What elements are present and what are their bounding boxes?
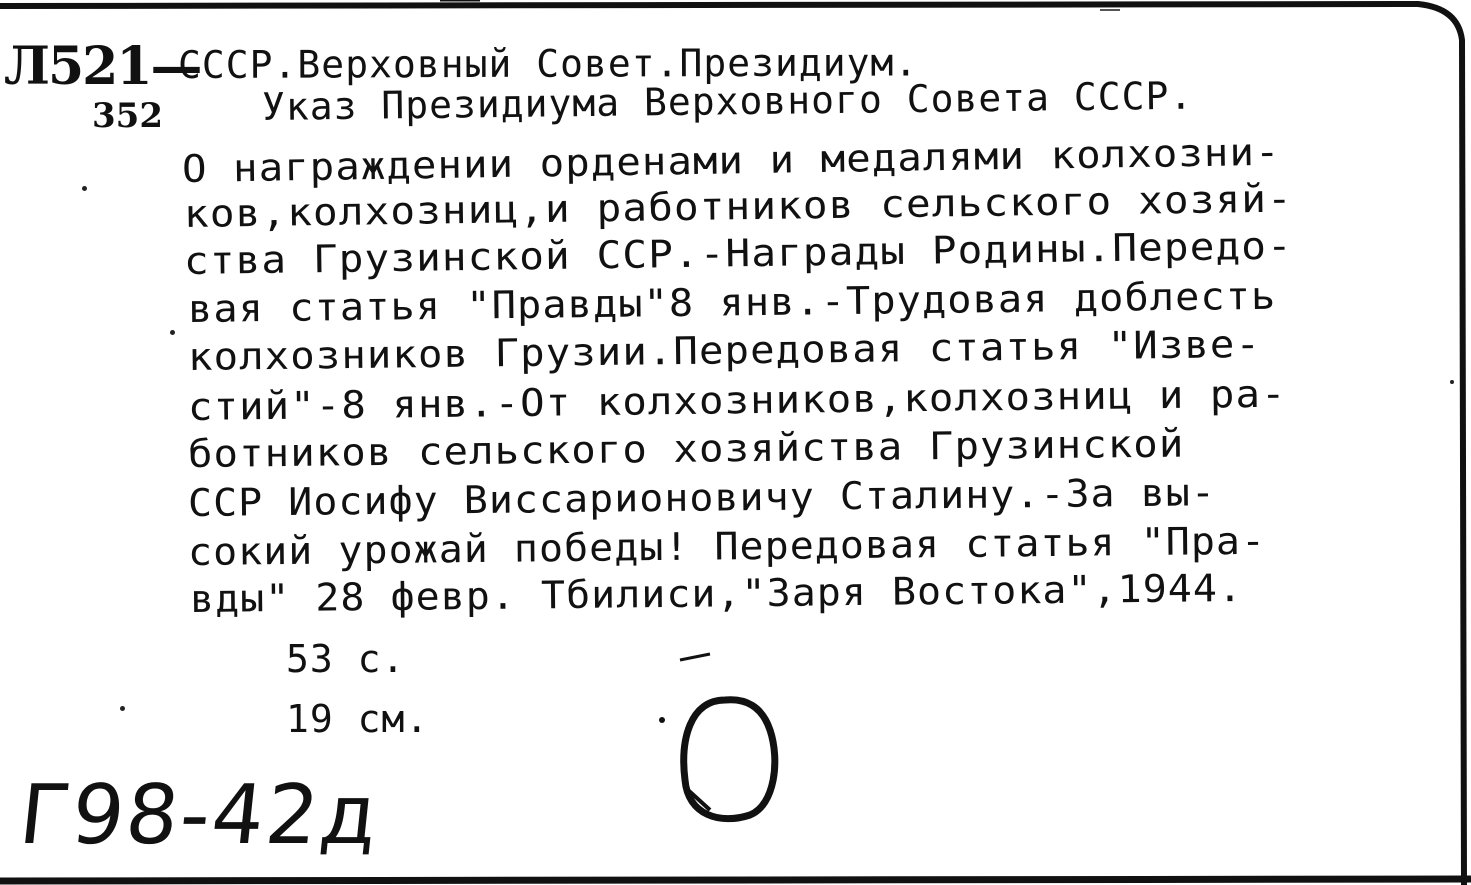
- shelf-mark: Г98-42д: [15, 768, 384, 863]
- description-line: стий"-8 янв.-От колхозников,колхозниц и ра-: [187, 371, 1287, 429]
- call-number: Л521—: [4, 36, 201, 97]
- description-line: ства Грузинской ССР.-Награды Родины.Передо-: [183, 223, 1294, 283]
- description-line: ССР Иосифу Виссарионовичу Сталину.-За вы-: [187, 470, 1217, 525]
- library-stamp: [640, 640, 810, 840]
- item-number: 352: [92, 96, 163, 136]
- description-line: колхозников Грузии.Передовая статья "Изве-: [187, 321, 1262, 379]
- heading-line: СССР.Верховный Совет.Президиум.: [177, 40, 919, 87]
- dimensions: 19 см.: [286, 697, 430, 741]
- description-line: ботников сельского хозяйства Грузинской: [187, 421, 1185, 476]
- pagination: 53 с.: [286, 637, 406, 681]
- imprint-line: вды" 28 февр. Тбилиси,"Заря Востока",1944.: [189, 565, 1244, 621]
- scan-speck: [120, 706, 125, 711]
- scan-speck: [1450, 380, 1454, 384]
- description-line: О награждении орденами и медалями колхозни-: [181, 129, 1281, 191]
- description-line: ков,колхозниц,и работников сельского хозяй-: [183, 176, 1294, 236]
- scan-speck: [82, 186, 87, 191]
- title-line: Указ Президиума Верховного Совета СССР.: [261, 73, 1194, 129]
- description-line: сокий урожай победы! Передовая статья "Пра-: [187, 518, 1267, 574]
- scan-speck: [170, 330, 175, 335]
- description-line: вая статья "Правды"8 янв.-Трудовая доблесть: [187, 273, 1277, 331]
